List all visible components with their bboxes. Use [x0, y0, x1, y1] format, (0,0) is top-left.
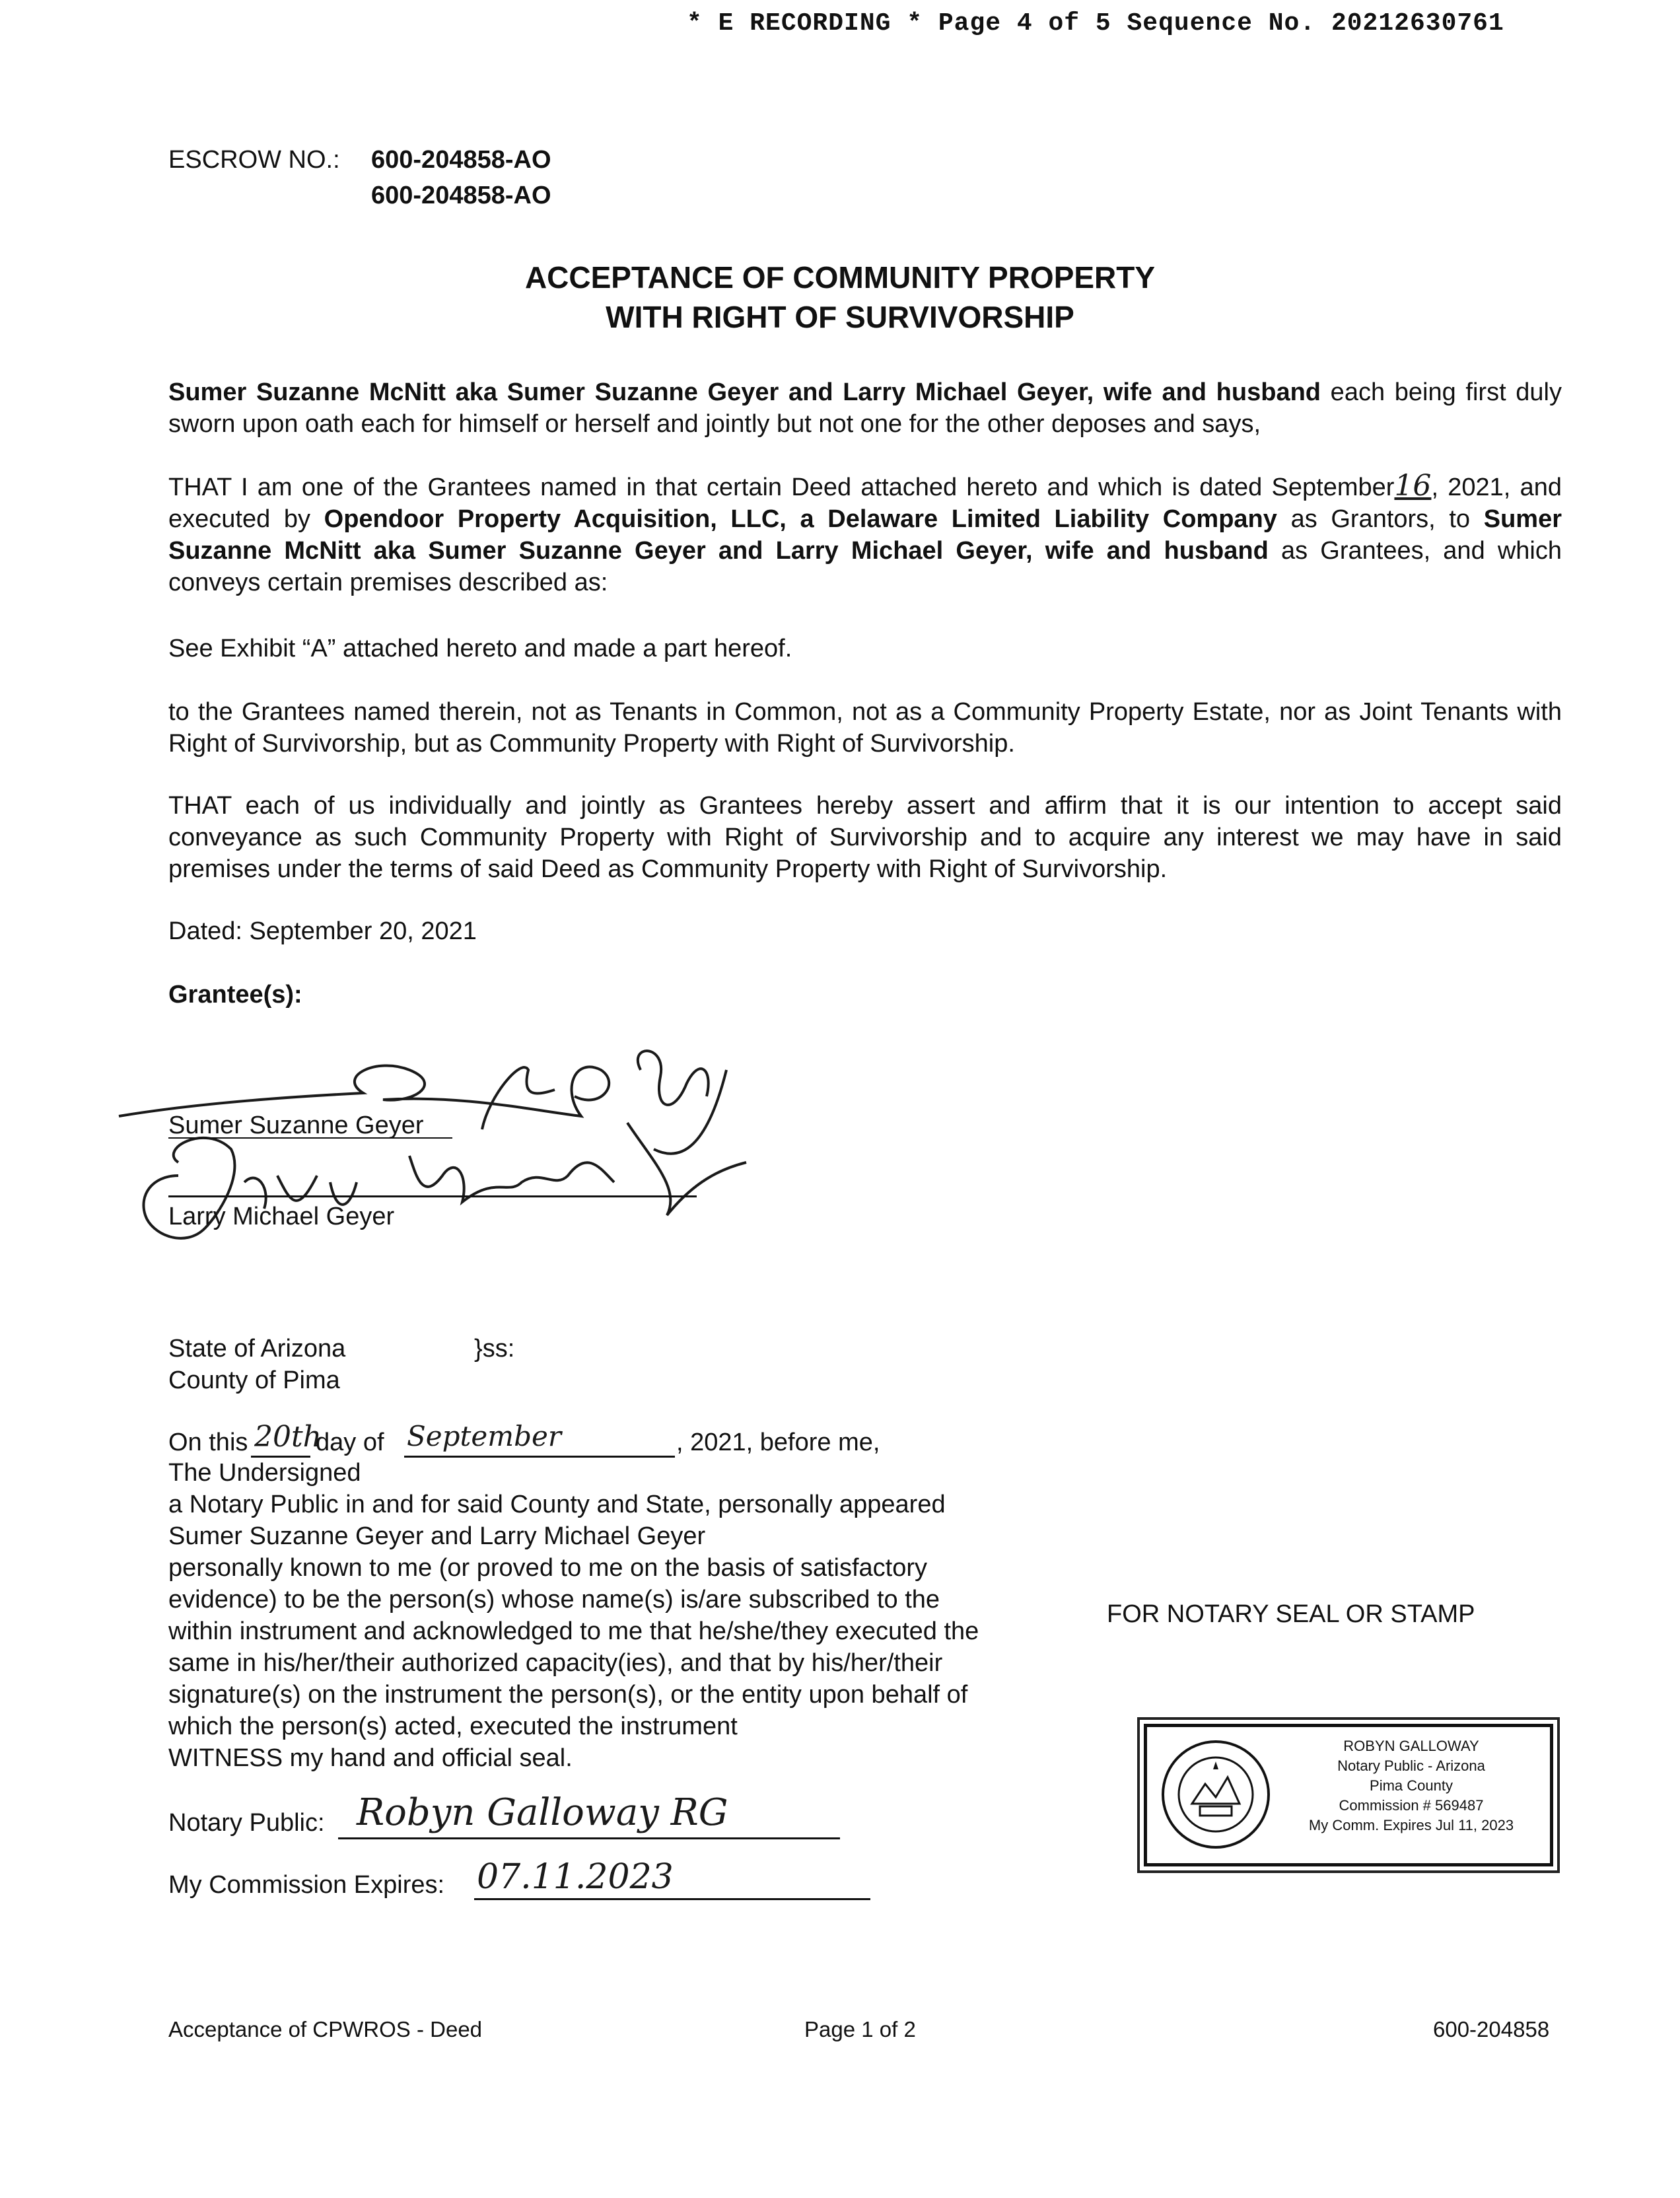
seal-county: Pima County	[1370, 1777, 1453, 1794]
ack-month-line	[404, 1456, 675, 1458]
paragraph-exhibit: See Exhibit “A” attached hereto and made a part hereof.	[168, 635, 792, 662]
deed-text-2: , 2021, and executed by	[168, 474, 1562, 533]
venue-county: County of Pima	[168, 1366, 340, 1394]
grantor-name: Opendoor Property Acquisition, LLC, a Delaware Limited Liability Company	[324, 505, 1277, 533]
ack-line-1: a Notary Public in and for said County and State, personally appeared	[168, 1491, 946, 1518]
ack-on-this: On this	[168, 1429, 248, 1456]
commission-expires-label: My Commission Expires:	[168, 1871, 445, 1899]
grantee-names: Sumer Suzanne McNitt aka Sumer Suzanne Geyer and Larry Michael Geyer, wife and husband	[168, 505, 1562, 565]
notary-signature-line	[338, 1837, 840, 1839]
ack-day-of: day of	[316, 1429, 384, 1456]
paragraph-tenancy: to the Grantees named therein, not as Tenants in Common, not as a Community Property Estate, nor as Joint Tenants with Right of Survivorship, but as Community Property with Right of Survivorship.	[168, 698, 1562, 758]
deed-text-1: THAT I am one of the Grantees named in that certain Deed attached hereto and which is dated September	[168, 474, 1395, 501]
seal-expiration: My Comm. Expires Jul 11, 2023	[1308, 1817, 1514, 1833]
ack-witness: WITNESS my hand and official seal.	[168, 1744, 573, 1772]
signer-2-name: Larry Michael Geyer	[168, 1203, 395, 1230]
ack-undersigned: The Undersigned	[168, 1459, 361, 1487]
escrow-label: ESCROW NO.:	[168, 146, 340, 174]
document-title-line-2: WITH RIGHT OF SURVIVORSHIP	[606, 300, 1074, 334]
notary-stamp	[1144, 1724, 1553, 1866]
recording-header: * E RECORDING * Page 4 of 5 Sequence No. 20212630761	[687, 9, 1504, 38]
ack-line-4: within instrument and acknowledged to me that he/she/they executed the	[168, 1617, 979, 1645]
ack-line-3: evidence) to be the person(s) whose name(s) is/are subscribed to the	[168, 1586, 940, 1613]
document-title-line-1: ACCEPTANCE OF COMMUNITY PROPERTY	[524, 260, 1156, 295]
seal-commission-number: Commission # 569487	[1339, 1797, 1484, 1814]
deed-text-3: as Grantors, to	[1277, 505, 1484, 533]
ack-appeared-names: Sumer Suzanne Geyer and Larry Michael Geyer	[168, 1522, 706, 1550]
venue-ss: }ss:	[474, 1335, 515, 1363]
commission-expires-line	[474, 1898, 870, 1900]
seal-notary-name: ROBYN GALLOWAY	[1343, 1738, 1479, 1754]
paragraph-affiants	[168, 376, 1562, 440]
venue-state: State of Arizona	[168, 1335, 346, 1363]
signer-1-name: Sumer Suzanne Geyer	[168, 1112, 424, 1139]
footer-left: Acceptance of CPWROS - Deed	[168, 2017, 483, 2041]
escrow-number-2: 600-204858-AO	[371, 182, 551, 209]
ack-year-before-me: , 2021, before me,	[676, 1429, 880, 1456]
deed-text-4: as Grantees, and which conveys certain premises described as:	[168, 537, 1562, 596]
paragraph-affirmation: THAT each of us individually and jointly as Grantees hereby assert and affirm that it is our intention to accept said conveyance as such Community Property with Right of Survivorship and to acquire any interest we may have in said premises under the terms of said Deed as Community Property with Right of Survivorship.	[168, 792, 1562, 883]
ack-line-6: signature(s) on the instrument the person(s), or the entity upon behalf of	[168, 1681, 968, 1709]
ack-handwritten-month: September	[407, 1420, 561, 1452]
state-seal-icon	[1159, 1738, 1273, 1851]
dated-line: Dated: September 20, 2021	[168, 917, 477, 945]
footer-page-number: Page 1 of 2	[804, 2017, 916, 2041]
notary-public-label: Notary Public:	[168, 1809, 325, 1837]
ack-line-5: same in his/her/their authorized capacity(ies), and that by his/her/their	[168, 1649, 943, 1677]
signature-line-2	[168, 1195, 697, 1197]
affiants-names: Sumer Suzanne McNitt aka Sumer Suzanne Geyer and Larry Michael Geyer, wife and husband	[168, 378, 1321, 406]
paragraph-deed	[168, 470, 1562, 598]
commission-expires-handwritten: 07.11.2023	[477, 1857, 674, 1897]
deed-handwritten-day: 16	[1394, 469, 1432, 503]
ack-handwritten-day: 20th	[254, 1420, 322, 1454]
escrow-number-1: 600-204858-AO	[371, 146, 551, 174]
seal-notary-title: Notary Public - Arizona	[1337, 1757, 1485, 1774]
ack-line-7: which the person(s) acted, executed the instrument	[168, 1713, 738, 1740]
notary-seal-heading: FOR NOTARY SEAL OR STAMP	[1107, 1600, 1475, 1628]
footer-right: 600-204858	[1433, 2017, 1550, 2041]
notary-signature: Robyn Galloway RG	[357, 1791, 728, 1834]
ack-line-2: personally known to me (or proved to me on the basis of satisfactory	[168, 1554, 927, 1582]
affiants-oath: each being first duly sworn upon oath each for himself or herself and jointly but not one for the other deposes and says,	[168, 378, 1562, 438]
grantees-label: Grantee(s):	[168, 981, 302, 1009]
